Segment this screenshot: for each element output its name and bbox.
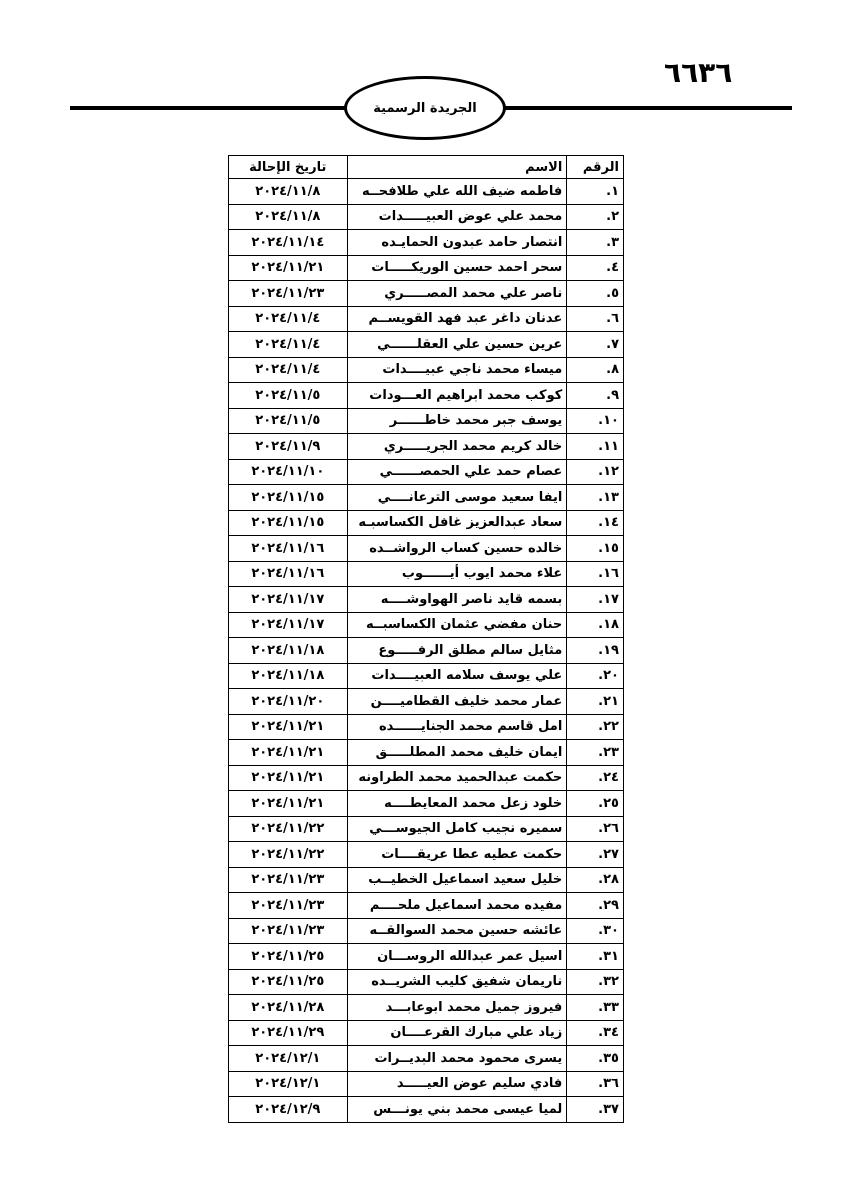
row-number: ٢٥. xyxy=(567,791,624,817)
row-name: ايفا سعيد موسى الترعانــــي xyxy=(347,485,567,511)
table-row xyxy=(229,714,624,740)
row-name: زياد علي مبارك القرعــــان xyxy=(347,1020,567,1046)
row-name: علاء محمد ايوب أيــــــوب xyxy=(347,561,567,587)
row-number: ٩. xyxy=(567,383,624,409)
row-number: ١٣. xyxy=(567,485,624,511)
row-name: امل قاسم محمد الجنايــــــده xyxy=(347,714,567,740)
row-date: ٢٠٢٤/١١/١٧ xyxy=(229,612,348,638)
row-number: ٢٤. xyxy=(567,765,624,791)
table-row xyxy=(229,536,624,562)
row-name: ايمان خليف محمد المطلـــــق xyxy=(347,740,567,766)
row-date: ٢٠٢٤/١١/٥ xyxy=(229,408,348,434)
table-row xyxy=(229,510,624,536)
row-name: سميره نجيب كامل الجيوســـي xyxy=(347,816,567,842)
row-number: ٢٩. xyxy=(567,893,624,919)
header-rule-left xyxy=(70,106,346,110)
row-name: عرين حسين علي العقلــــــي xyxy=(347,332,567,358)
row-name: عدنان داغر عبد فهد القويســم xyxy=(347,306,567,332)
row-date: ٢٠٢٤/١١/١٥ xyxy=(229,485,348,511)
table-row xyxy=(229,383,624,409)
row-date: ٢٠٢٤/١١/٥ xyxy=(229,383,348,409)
page-number: ٦٦٣٦ xyxy=(664,56,733,89)
row-number: ١٤. xyxy=(567,510,624,536)
row-name: خالد كريم محمد الجريـــــري xyxy=(347,434,567,460)
row-name: ناصر علي محمد المصـــــري xyxy=(347,281,567,307)
row-date: ٢٠٢٤/١١/١٦ xyxy=(229,536,348,562)
table-row xyxy=(229,1071,624,1097)
row-number: ٢٠. xyxy=(567,663,624,689)
row-date: ٢٠٢٤/١١/٢٢ xyxy=(229,816,348,842)
row-date: ٢٠٢٤/١١/٤ xyxy=(229,306,348,332)
masthead-oval xyxy=(344,76,506,140)
row-number: ١٥. xyxy=(567,536,624,562)
row-date: ٢٠٢٤/١١/٢١ xyxy=(229,714,348,740)
row-name: كوكب محمد ابراهيم العـــودات xyxy=(347,383,567,409)
table-row xyxy=(229,255,624,281)
table-row xyxy=(229,434,624,460)
row-date: ٢٠٢٤/١١/١٥ xyxy=(229,510,348,536)
row-date: ٢٠٢٤/١٢/٩ xyxy=(229,1097,348,1123)
header-rule-right xyxy=(504,106,792,110)
row-name: اسيل عمر عبدالله الروســـان xyxy=(347,944,567,970)
row-date: ٢٠٢٤/١١/٢٣ xyxy=(229,867,348,893)
row-number: ١٩. xyxy=(567,638,624,664)
row-date: ٢٠٢٤/١١/١٨ xyxy=(229,663,348,689)
table-row xyxy=(229,638,624,664)
row-number: ٣٢. xyxy=(567,969,624,995)
row-number: ٣٥. xyxy=(567,1046,624,1072)
row-date: ٢٠٢٤/١١/٢٨ xyxy=(229,995,348,1021)
row-name: خلود زعل محمد المعايطــــه xyxy=(347,791,567,817)
row-date: ٢٠٢٤/١١/٢٥ xyxy=(229,944,348,970)
table-row xyxy=(229,612,624,638)
row-name: عمار محمد خليف القطاميــــن xyxy=(347,689,567,715)
table-row xyxy=(229,816,624,842)
row-name: حنان مفضي عثمان الكساسبــه xyxy=(347,612,567,638)
row-date: ٢٠٢٤/١٢/١ xyxy=(229,1046,348,1072)
row-number: ٢٧. xyxy=(567,842,624,868)
row-name: سعاد عبدالعزيز غافل الكساسبـه xyxy=(347,510,567,536)
row-name: سحر احمد حسين الوريكـــــات xyxy=(347,255,567,281)
row-date: ٢٠٢٤/١١/٢١ xyxy=(229,765,348,791)
row-number: ٣. xyxy=(567,230,624,256)
row-name: حكمت عبدالحميد محمد الطراونه xyxy=(347,765,567,791)
row-name: مفيده محمد اسماعيل ملحــــم xyxy=(347,893,567,919)
table-row xyxy=(229,408,624,434)
row-name: بسمه قايد ناصر الهواوشــــه xyxy=(347,587,567,613)
table-row xyxy=(229,1020,624,1046)
row-date: ٢٠٢٤/١١/٩ xyxy=(229,434,348,460)
row-number: ١٧. xyxy=(567,587,624,613)
table-row xyxy=(229,1046,624,1072)
row-name: لميا عيسى محمد بني يونـــس xyxy=(347,1097,567,1123)
row-date: ٢٠٢٤/١١/٢٣ xyxy=(229,918,348,944)
row-date: ٢٠٢٤/١١/٢١ xyxy=(229,791,348,817)
row-number: ٧. xyxy=(567,332,624,358)
row-number: ٣٦. xyxy=(567,1071,624,1097)
row-name: انتصار حامد عبدون الحمايـده xyxy=(347,230,567,256)
table-row xyxy=(229,918,624,944)
row-date: ٢٠٢٤/١١/١٤ xyxy=(229,230,348,256)
row-number: ٢٨. xyxy=(567,867,624,893)
row-number: ١٢. xyxy=(567,459,624,485)
row-name: فيروز جميل محمد ابوعابـــد xyxy=(347,995,567,1021)
row-number: ٣٤. xyxy=(567,1020,624,1046)
table-row xyxy=(229,306,624,332)
table-row xyxy=(229,485,624,511)
table-row xyxy=(229,587,624,613)
row-date: ٢٠٢٤/١١/٤ xyxy=(229,357,348,383)
table-header-row xyxy=(229,156,624,179)
row-name: عصام حمد علي الحمصــــــي xyxy=(347,459,567,485)
row-name: فاطمه ضيف الله علي طلافحــه xyxy=(347,179,567,205)
table-row xyxy=(229,561,624,587)
row-name: حكمت عطيه عطا عريقــــات xyxy=(347,842,567,868)
table-row xyxy=(229,1097,624,1123)
row-date: ٢٠٢٤/١١/١٧ xyxy=(229,587,348,613)
row-date: ٢٠٢٤/١١/٨ xyxy=(229,179,348,205)
row-number: ٣٣. xyxy=(567,995,624,1021)
row-date: ٢٠٢٤/١١/٤ xyxy=(229,332,348,358)
table-row xyxy=(229,944,624,970)
row-number: ٢. xyxy=(567,204,624,230)
row-number: ٢٦. xyxy=(567,816,624,842)
table-row xyxy=(229,332,624,358)
row-number: ٣١. xyxy=(567,944,624,970)
row-number: ١٦. xyxy=(567,561,624,587)
row-date: ٢٠٢٤/١١/٢٢ xyxy=(229,842,348,868)
row-name: ناريمان شفيق كليب الشريــده xyxy=(347,969,567,995)
table-row xyxy=(229,791,624,817)
table-row xyxy=(229,230,624,256)
row-number: ٢٣. xyxy=(567,740,624,766)
row-number: ٤. xyxy=(567,255,624,281)
row-date: ٢٠٢٤/١١/٢٣ xyxy=(229,281,348,307)
row-number: ١١. xyxy=(567,434,624,460)
table-row xyxy=(229,969,624,995)
row-date: ٢٠٢٤/١١/٢١ xyxy=(229,255,348,281)
row-date: ٢٠٢٤/١١/١٨ xyxy=(229,638,348,664)
row-number: ٨. xyxy=(567,357,624,383)
table-row xyxy=(229,179,624,205)
masthead-title: الجريدة الرسمية xyxy=(373,100,477,116)
row-number: ٣٧. xyxy=(567,1097,624,1123)
row-name: عائشه حسين محمد السوالقــه xyxy=(347,918,567,944)
row-number: ٦. xyxy=(567,306,624,332)
referral-table xyxy=(228,155,624,1123)
row-name: مثايل سالم مطلق الرفـــــوع xyxy=(347,638,567,664)
table-row xyxy=(229,357,624,383)
table-row xyxy=(229,765,624,791)
table-row xyxy=(229,459,624,485)
table-row xyxy=(229,281,624,307)
table-row xyxy=(229,204,624,230)
row-date: ٢٠٢٤/١١/٢٥ xyxy=(229,969,348,995)
row-number: ٥. xyxy=(567,281,624,307)
row-number: ١٠. xyxy=(567,408,624,434)
row-date: ٢٠٢٤/١١/١٦ xyxy=(229,561,348,587)
header-number: الرقم xyxy=(567,156,624,179)
row-date: ٢٠٢٤/١٢/١ xyxy=(229,1071,348,1097)
row-name: خالده حسين كساب الرواشــده xyxy=(347,536,567,562)
table-row xyxy=(229,663,624,689)
row-number: ٢١. xyxy=(567,689,624,715)
row-name: ميساء محمد ناجي عبيــــدات xyxy=(347,357,567,383)
row-name: محمد علي عوض العبيـــــدات xyxy=(347,204,567,230)
row-date: ٢٠٢٤/١١/٢٣ xyxy=(229,893,348,919)
row-name: يسرى محمود محمد البديــرات xyxy=(347,1046,567,1072)
table-row xyxy=(229,893,624,919)
row-date: ٢٠٢٤/١١/٢١ xyxy=(229,740,348,766)
row-number: ٢٢. xyxy=(567,714,624,740)
header-name: الاسم xyxy=(347,156,567,179)
row-name: يوسف جبر محمد خاطــــــر xyxy=(347,408,567,434)
row-date: ٢٠٢٤/١١/٢٠ xyxy=(229,689,348,715)
table-row xyxy=(229,842,624,868)
table-row xyxy=(229,740,624,766)
table-row xyxy=(229,995,624,1021)
row-date: ٢٠٢٤/١١/٢٩ xyxy=(229,1020,348,1046)
table-row xyxy=(229,867,624,893)
row-name: فادي سليم عوض العيـــــد xyxy=(347,1071,567,1097)
row-number: ١. xyxy=(567,179,624,205)
row-number: ١٨. xyxy=(567,612,624,638)
header-date: تاريخ الإحالة xyxy=(229,156,348,179)
row-date: ٢٠٢٤/١١/١٠ xyxy=(229,459,348,485)
row-name: علي يوسف سلامه العبيــــدات xyxy=(347,663,567,689)
row-number: ٣٠. xyxy=(567,918,624,944)
row-name: خليل سعيد اسماعيل الخطيــب xyxy=(347,867,567,893)
table-row xyxy=(229,689,624,715)
row-date: ٢٠٢٤/١١/٨ xyxy=(229,204,348,230)
